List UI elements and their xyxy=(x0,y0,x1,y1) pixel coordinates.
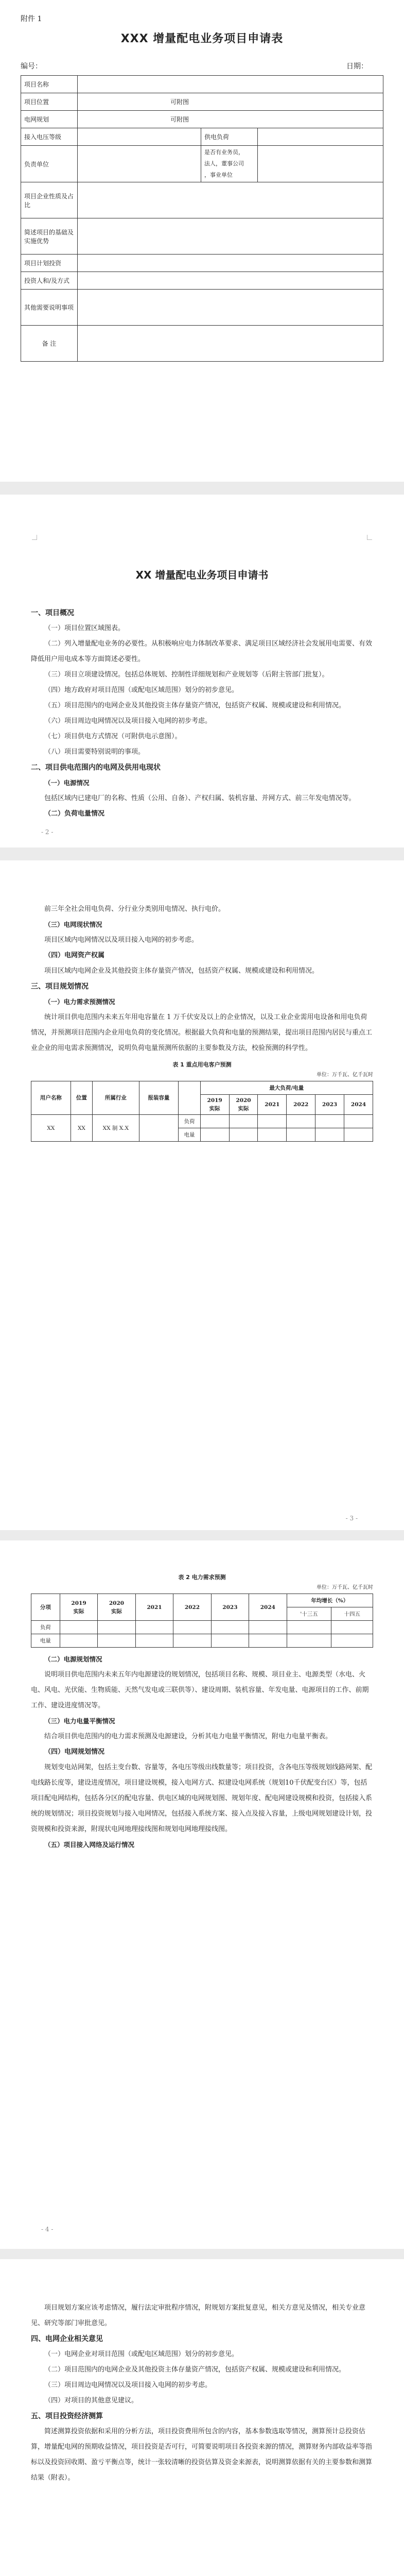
subsection-heading: （二）电源规划情况 xyxy=(44,1655,102,1663)
paragraph: 项目规划方案应该考虑情况，履行法定审批程序情况，附规划方案批复意见，相关方意见及情况，相关专业意见、研究等部门审批意见。 xyxy=(31,2304,366,2327)
header-cell: 十四五 xyxy=(331,1607,373,1621)
paragraph: （五）项目范围内的电网企业及其他投资主体存量资产情况，包括资产权属、规模或建设和利用情况。 xyxy=(44,702,346,709)
table-cell xyxy=(229,1128,258,1142)
table-cell xyxy=(287,1621,331,1634)
form-value[interactable] xyxy=(78,272,383,290)
form-value[interactable] xyxy=(78,182,383,218)
table-row xyxy=(21,272,383,290)
header-cell: 2024 xyxy=(249,1594,287,1621)
paragraph: 规划变电站网架，包括主变台数、容量等，各电压等级出线数量等；项目投资，含各电压等级规划线路网架、配电线路长度等，建设进度情况，项目建设规模，接入电网方式、拟建设电网系统（规划10千伏配变台区）等，包括项目配电网结构，包括各分区的配电容量、供电区域的电网规划图、规划年度、配电网建设规模和投资，包括接入系统的规划情况；项目投资规划与接入电网情况，包括接入系统方案、接入点及接入容量，上级电网规划建设计划，投资规模和投资来源，附现状电网地理接线图和规划电网地理接线图。 xyxy=(31,1764,373,1833)
table-caption: 表 1 重点用电客户预测 xyxy=(172,1061,232,1068)
header-cell: 2020 实际 xyxy=(229,1095,258,1115)
header-cell: 年均增长（%） xyxy=(287,1594,373,1607)
paragraph: 简述测算投资依据和采用的分析方法，项目投资费用所包含的内容，基本参数选取等情况，测算预计总投资估算，增量配电网的预期收益情况，项目投资是否可行，可简要说明项目各投资来源的情况，测算财务内部收益率等指标以及投资回收期、盈亏平衡点等，统计一张较清晰的投资估算及资金来源表，说明测算依据有关的主要参数和测算结果（附表）。 xyxy=(31,2428,373,2482)
table-cell xyxy=(139,1115,179,1142)
table-cell xyxy=(249,1621,287,1634)
table-cell xyxy=(344,1115,373,1128)
page-number: - 2 - xyxy=(41,828,54,836)
header-cell: 用户名称 xyxy=(31,1081,71,1115)
table-row xyxy=(21,290,383,326)
paragraph: 项目区域内电网企业及其他投资主体存量资产情况，包括资产权属、规模或建设和利用情况。 xyxy=(44,967,319,975)
header-cell xyxy=(179,1081,200,1115)
paragraph: （四）地方政府对项目范围（或配电区域范围）划分的初步意见。 xyxy=(44,686,239,694)
table-cell xyxy=(200,1128,229,1142)
attachment-label: 附件 1 xyxy=(21,15,42,23)
table-cell xyxy=(173,1634,211,1648)
application-form-title: XXX 增量配电业务项目申请表 xyxy=(120,32,284,45)
form-note-line: 法人，董事公司 xyxy=(204,160,244,167)
application-title: XX 增量配电业务项目申请书 xyxy=(135,569,269,581)
table-cell: XX xyxy=(71,1115,92,1142)
number-label: 编号： xyxy=(21,62,42,71)
table-unit: 单位：万千瓦、亿千瓦时 xyxy=(317,1585,373,1590)
form-label: 项目计划投资 xyxy=(21,255,78,272)
page-corner-mark xyxy=(367,535,372,540)
paragraph: 前三年全社会用电负荷、分行业分类别用电情况、执行电价。 xyxy=(44,905,225,913)
form-value[interactable] xyxy=(78,255,383,272)
header-cell: 位置 xyxy=(71,1081,92,1115)
table-cell xyxy=(344,1128,373,1142)
table-cell: 电量 xyxy=(179,1128,200,1142)
header-cell: 2024 xyxy=(344,1095,373,1115)
form-value[interactable]: 可附图 xyxy=(78,93,383,111)
table-cell xyxy=(173,1621,211,1634)
table-cell: 负荷 xyxy=(179,1115,200,1128)
header-cell: 报装容量 xyxy=(139,1081,179,1115)
header-cell: 2019 实际 xyxy=(200,1095,229,1115)
page-2-content xyxy=(31,605,373,822)
paragraph: 包括区域内已建电厂的名称、性质（公用、自备）、产权归属、装机容量、并网方式、前三年发电情况等。 xyxy=(44,794,356,802)
header-cell: 最大负荷/电量 xyxy=(200,1081,373,1095)
form-value[interactable] xyxy=(78,326,383,362)
form-label: 投资人和/及方式 xyxy=(21,272,78,290)
subsection-heading: （一）电力需求预测情况 xyxy=(44,998,115,1006)
table-cell xyxy=(211,1621,249,1634)
header-cell: 2023 xyxy=(315,1095,344,1115)
form-label: 接入电压等级 xyxy=(21,128,78,146)
form-value[interactable] xyxy=(78,146,201,182)
table-row xyxy=(21,76,383,93)
form-label: 简述项目的基础及实施优势 xyxy=(21,218,78,255)
form-value[interactable] xyxy=(78,76,383,93)
table-cell xyxy=(211,1634,249,1648)
table-cell xyxy=(60,1621,97,1634)
paragraph: （八）项目需要特别说明的事项。 xyxy=(44,748,145,756)
table-cell xyxy=(200,1115,229,1128)
page-2 xyxy=(0,495,404,848)
table-cell xyxy=(98,1621,135,1634)
page-5-content xyxy=(31,2300,373,2486)
table-cell xyxy=(315,1128,344,1142)
paragraph: 项目区域内电网情况以及项目接入电网的初步考虑。 xyxy=(44,936,199,944)
section-heading: 四、电网企业相关意见 xyxy=(31,2335,103,2343)
page-corner-mark xyxy=(32,535,37,540)
form-value[interactable] xyxy=(258,128,383,146)
table-cell xyxy=(249,1634,287,1648)
table-row xyxy=(21,255,383,272)
form-value[interactable] xyxy=(258,146,383,182)
paragraph: （四）对项目的其他意见建议。 xyxy=(44,2397,138,2404)
subsection-heading: （四）电网资产权属 xyxy=(44,952,105,959)
paragraph: （一）项目位置区域图表。 xyxy=(44,624,125,632)
header-cell: 2019 实际 xyxy=(60,1594,97,1621)
table-row xyxy=(21,128,383,146)
paragraph: 说明项目供电范围内未来五年内电源建设的规划情况，包括项目名称、规模、项目业主、电源类型（水电、火电、风电、光伏能、生物质能、天然气发电或三联供等）、建设周期、装机容量、年发电量、电源项目的工作、前期工作、建设进度情况等。 xyxy=(31,1671,369,1709)
header-cell: 分项 xyxy=(31,1594,60,1621)
form-meta xyxy=(21,61,383,71)
subsection-heading: （二）负荷电量情况 xyxy=(44,810,105,818)
table-cell xyxy=(331,1621,373,1634)
table-cell: 负荷 xyxy=(31,1621,60,1634)
table-row xyxy=(31,1621,373,1634)
form-label: 项目位置 xyxy=(21,93,78,111)
subsection-heading: （三）电力电量平衡情况 xyxy=(44,1717,115,1725)
paragraph: （二）列入增量配电业务的必要性。从积极响应电力体制改革要求、满足项目区域经济社会发展用电需要、有效降低用户用电成本等方面简述必要性。 xyxy=(31,640,373,663)
header-cell: 2022 xyxy=(173,1594,211,1621)
table-row xyxy=(31,1115,373,1128)
form-label: 项目企业性质及占比 xyxy=(21,182,78,218)
page-1 xyxy=(0,0,404,482)
table-row xyxy=(31,1634,373,1648)
table-row xyxy=(21,111,383,128)
header-cell: 2021 xyxy=(135,1594,173,1621)
application-form-table xyxy=(21,75,383,362)
table-cell xyxy=(331,1634,373,1648)
section-heading: 三、项目规划情况 xyxy=(31,982,89,991)
date-label: 日期： xyxy=(346,62,368,71)
paragraph: （六）项目周边电网情况以及项目接入电网的初步考虑。 xyxy=(44,717,212,725)
table-cell: XX 制 X.X xyxy=(93,1115,139,1142)
power-demand-forecast-table xyxy=(31,1594,373,1648)
form-note-line: ，事业单位 xyxy=(204,172,233,178)
subsection-heading: （五）项目接入网络及运行情况 xyxy=(44,1841,135,1849)
table-cell xyxy=(258,1128,287,1142)
table-row xyxy=(31,1594,373,1607)
header-cell: 所属行业 xyxy=(93,1081,139,1115)
page-number: - 3 - xyxy=(345,1515,358,1522)
page-3-content xyxy=(31,902,373,1146)
form-value[interactable] xyxy=(78,218,383,255)
paragraph: （三）项目周边电网情况以及项目接入电网的初步考虑。 xyxy=(44,2381,212,2389)
form-note xyxy=(201,146,258,182)
header-cell: 2020 实际 xyxy=(98,1594,135,1621)
form-label: 供电负荷 xyxy=(201,128,258,146)
table-cell xyxy=(135,1621,173,1634)
section-heading: 五、项目投资经济测算 xyxy=(31,2412,103,2420)
subsection-heading: （一）电源情况 xyxy=(44,779,90,787)
table-cell xyxy=(315,1115,344,1128)
table-cell xyxy=(135,1634,173,1648)
header-cell: 2021 xyxy=(258,1095,287,1115)
table-cell xyxy=(229,1115,258,1128)
form-value[interactable]: 可附图 xyxy=(78,111,383,128)
table-row xyxy=(21,326,383,362)
subsection-heading: （三）电网现状情况 xyxy=(44,921,102,928)
paragraph: 结合项目供电范围内的电力需求预测及电源建设，分析其电力电量平衡情况，附电力电量平衡表。 xyxy=(44,1733,332,1740)
table-row xyxy=(21,93,383,111)
paragraph: （二）项目范围内的电网企业及其他投资主体存量资产情况，包括资产权属、规模或建设和利用情况。 xyxy=(44,2366,346,2374)
form-label: 电网规划 xyxy=(21,111,78,128)
section-heading: 一、项目概况 xyxy=(31,609,74,617)
table-row xyxy=(31,1081,373,1095)
paragraph: （七）项目供电方式情况（可附供电示意图）。 xyxy=(44,733,182,740)
page-number: - 4 - xyxy=(41,2226,54,2233)
header-cell: '十三五 xyxy=(287,1607,331,1621)
form-value[interactable] xyxy=(78,128,201,146)
header-cell: 2022 xyxy=(287,1095,315,1115)
table-cell xyxy=(287,1634,331,1648)
table-cell: 电量 xyxy=(31,1634,60,1648)
page-3 xyxy=(0,860,404,1530)
paragraph: （三）项目立项建设情况。包括总体规划、控制性详细规划和产业规划等（后附主管部门批复）。 xyxy=(44,671,329,679)
table-cell xyxy=(287,1115,315,1128)
form-label: 其他需要说明事项 xyxy=(21,290,78,326)
table-cell xyxy=(287,1128,315,1142)
table-cell xyxy=(60,1634,97,1648)
page-4 xyxy=(0,1540,404,2249)
page-4-content xyxy=(31,1569,373,1853)
form-label: 备 注 xyxy=(21,326,78,362)
header-cell: 2023 xyxy=(211,1594,249,1621)
table-row xyxy=(21,182,383,218)
table-unit: 单位：万千瓦、亿千瓦时 xyxy=(317,1072,373,1078)
section-heading: 二、项目供电范围内的电网及供用电现状 xyxy=(31,764,161,772)
subsection-heading: （四）电网规划情况 xyxy=(44,1748,105,1756)
page-5 xyxy=(0,2259,404,2576)
paragraph: 统计项目供电范围内未来五年用电容量在 1 万千伏安及以上的企业情况，以及工业企业需用电设备和用电负荷情况，并预测项目范围内企业用电负荷的变化情况。根据最大负荷和电量的预测结果，提出项目范围内居民与重点工业企业的用电需求预测情况，说明负荷电量预测所依据的主要参数及方法，校验预测的科学性。 xyxy=(31,1013,373,1052)
form-value[interactable] xyxy=(78,290,383,326)
table-caption: 表 2 电力需求预测 xyxy=(178,1574,226,1581)
table-row xyxy=(21,146,383,182)
table-cell xyxy=(98,1634,135,1648)
form-label: 项目名称 xyxy=(21,76,78,93)
table-cell xyxy=(258,1115,287,1128)
form-label: 负责单位 xyxy=(21,146,78,182)
key-customer-forecast-table xyxy=(31,1081,373,1142)
table-row xyxy=(21,218,383,255)
table-cell: XX xyxy=(31,1115,71,1142)
paragraph: （一）电网企业对项目范围（或配电区域范围）划分的初步意见。 xyxy=(44,2350,239,2358)
form-note-line: 是否有业务员， xyxy=(204,149,244,156)
